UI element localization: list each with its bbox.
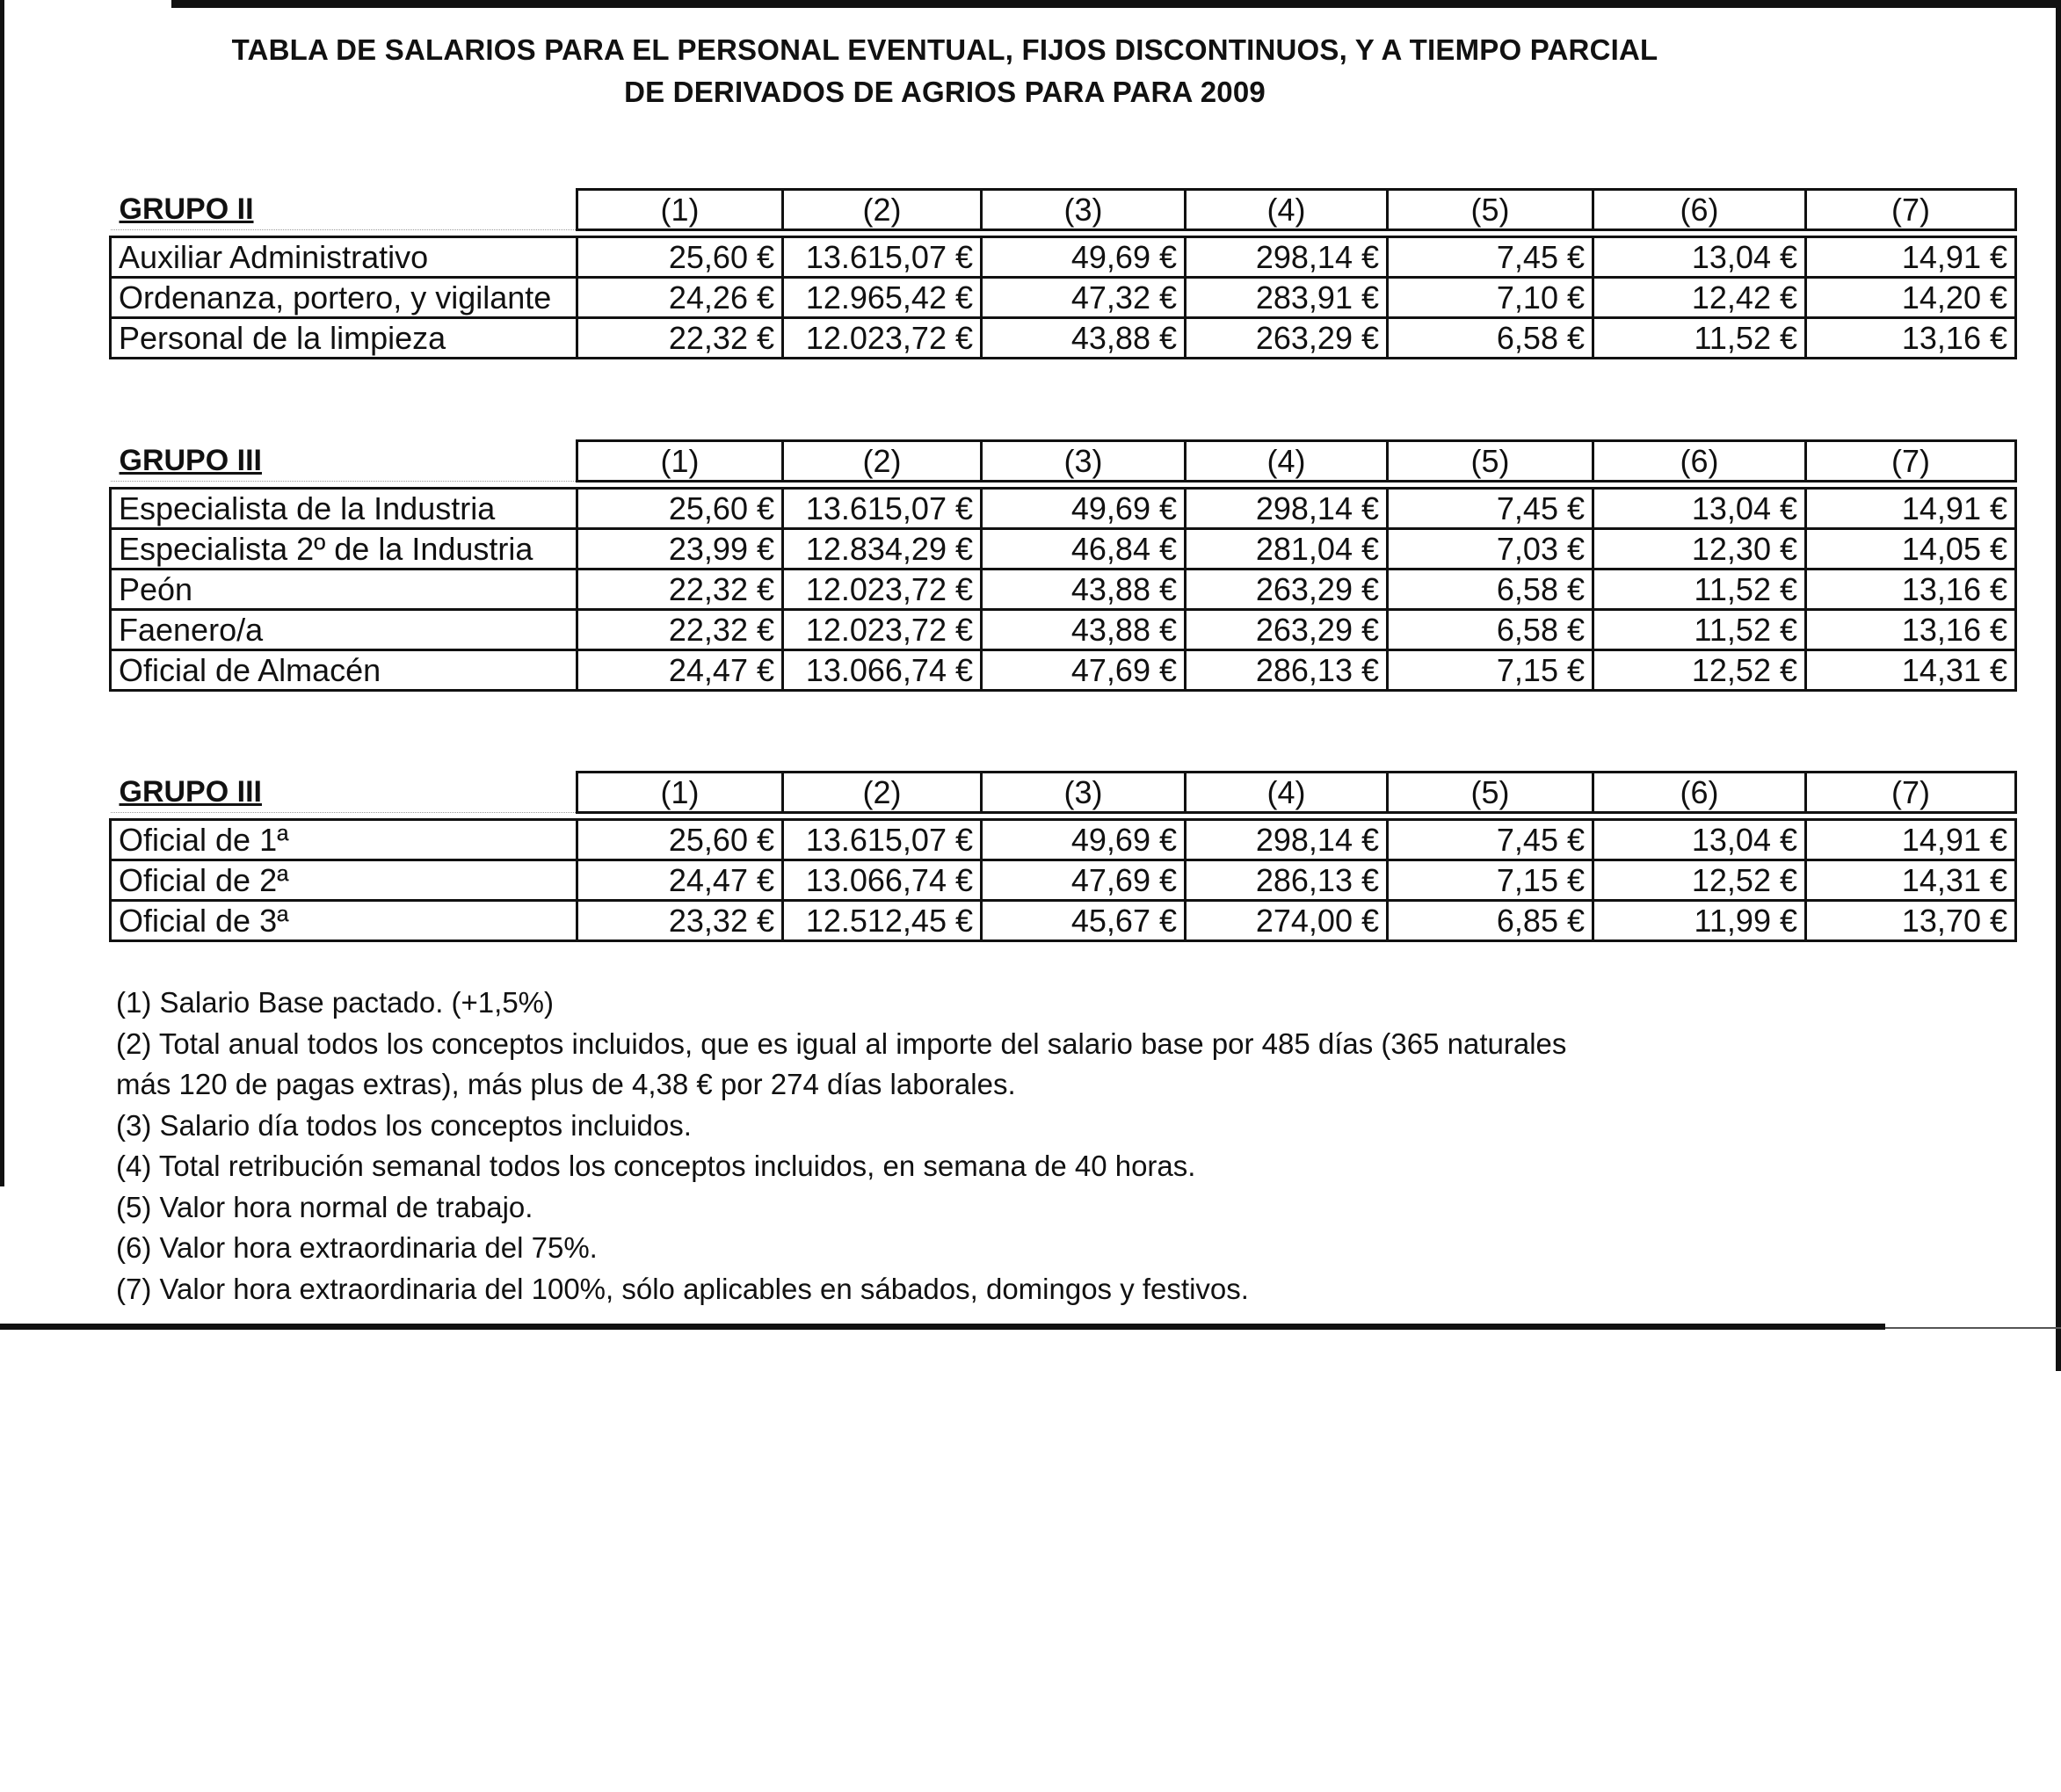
salary-value: 13.615,07 € bbox=[783, 820, 982, 860]
page-frame-top bbox=[171, 0, 2061, 8]
salary-value: 13,04 € bbox=[1593, 489, 1806, 529]
footnote-line: (7) Valor hora extraordinaria del 100%, sólo aplicables en sábados, domingos y festivos. bbox=[116, 1272, 1249, 1305]
salary-value: 13.066,74 € bbox=[783, 650, 982, 691]
salary-value: 263,29 € bbox=[1186, 318, 1388, 359]
column-header: (1) bbox=[577, 773, 783, 813]
salary-value: 47,69 € bbox=[982, 860, 1186, 901]
salary-value: 11,99 € bbox=[1593, 901, 1806, 941]
salary-value: 14,31 € bbox=[1806, 860, 2016, 901]
salary-value: 25,60 € bbox=[577, 237, 783, 278]
salary-value: 7,03 € bbox=[1388, 529, 1593, 570]
footnote-line: (2) Total anual todos los conceptos incluidos, que es igual al importe del salario base por 485 días (365 naturales bbox=[116, 1027, 1567, 1060]
salary-value: 14,31 € bbox=[1806, 650, 2016, 691]
group-name: GRUPO III bbox=[111, 773, 577, 813]
salary-value: 13,16 € bbox=[1806, 318, 2016, 359]
salary-value: 7,15 € bbox=[1388, 650, 1593, 691]
category-label: Oficial de 2ª bbox=[111, 860, 577, 901]
salary-value: 13.615,07 € bbox=[783, 237, 982, 278]
salary-value: 13,16 € bbox=[1806, 570, 2016, 610]
salary-value: 13,04 € bbox=[1593, 237, 1806, 278]
category-label: Oficial de 1ª bbox=[111, 820, 577, 860]
category-label: Especialista 2º de la Industria bbox=[111, 529, 577, 570]
salary-value: 46,84 € bbox=[982, 529, 1186, 570]
salary-value: 12,52 € bbox=[1593, 860, 1806, 901]
category-label: Auxiliar Administrativo bbox=[111, 237, 577, 278]
column-header: (5) bbox=[1388, 773, 1593, 813]
column-header: (7) bbox=[1806, 441, 2016, 482]
table-row bbox=[111, 278, 2016, 318]
salary-value: 11,52 € bbox=[1593, 318, 1806, 359]
table-row bbox=[111, 237, 2016, 278]
salary-value: 298,14 € bbox=[1186, 489, 1388, 529]
group-name: GRUPO II bbox=[111, 190, 577, 230]
salary-value: 298,14 € bbox=[1186, 820, 1388, 860]
column-header: (7) bbox=[1806, 190, 2016, 230]
column-header: (5) bbox=[1388, 190, 1593, 230]
salary-value: 12.834,29 € bbox=[783, 529, 982, 570]
salary-value: 22,32 € bbox=[577, 318, 783, 359]
footnote-line: (3) Salario día todos los conceptos incluidos. bbox=[116, 1108, 692, 1142]
category-label: Oficial de 3ª bbox=[111, 901, 577, 941]
column-header: (3) bbox=[982, 441, 1186, 482]
category-label: Faenero/a bbox=[111, 610, 577, 650]
salary-table-grupo-iii-a bbox=[109, 439, 2014, 692]
page-frame-bottom-thin bbox=[1885, 1327, 2061, 1329]
column-header: (6) bbox=[1593, 441, 1806, 482]
table-row bbox=[111, 529, 2016, 570]
salary-value: 24,47 € bbox=[577, 650, 783, 691]
category-label: Ordenanza, portero, y vigilante bbox=[111, 278, 577, 318]
salary-value: 24,26 € bbox=[577, 278, 783, 318]
salary-value: 12.023,72 € bbox=[783, 318, 982, 359]
column-header: (2) bbox=[783, 773, 982, 813]
salary-value: 45,67 € bbox=[982, 901, 1186, 941]
salary-value: 7,10 € bbox=[1388, 278, 1593, 318]
salary-value: 14,91 € bbox=[1806, 237, 2016, 278]
salary-value: 49,69 € bbox=[982, 489, 1186, 529]
salary-value: 13,16 € bbox=[1806, 610, 2016, 650]
salary-value: 43,88 € bbox=[982, 570, 1186, 610]
salary-value: 263,29 € bbox=[1186, 570, 1388, 610]
group-name: GRUPO III bbox=[111, 441, 577, 482]
salary-value: 12.023,72 € bbox=[783, 610, 982, 650]
salary-value: 13.066,74 € bbox=[783, 860, 982, 901]
salary-table bbox=[109, 439, 2017, 692]
salary-value: 7,45 € bbox=[1388, 820, 1593, 860]
salary-value: 23,32 € bbox=[577, 901, 783, 941]
salary-value: 12.512,45 € bbox=[783, 901, 982, 941]
column-header: (4) bbox=[1186, 773, 1388, 813]
column-header: (6) bbox=[1593, 773, 1806, 813]
table-row bbox=[111, 650, 2016, 691]
table-row bbox=[111, 820, 2016, 860]
salary-value: 298,14 € bbox=[1186, 237, 1388, 278]
column-header: (4) bbox=[1186, 441, 1388, 482]
salary-value: 43,88 € bbox=[982, 610, 1186, 650]
footnotes bbox=[116, 983, 1566, 1310]
salary-value: 49,69 € bbox=[982, 820, 1186, 860]
salary-value: 286,13 € bbox=[1186, 860, 1388, 901]
salary-table bbox=[109, 188, 2017, 359]
table-row bbox=[111, 860, 2016, 901]
page-frame-bottom bbox=[0, 1324, 1885, 1330]
column-header: (1) bbox=[577, 441, 783, 482]
salary-value: 281,04 € bbox=[1186, 529, 1388, 570]
salary-value: 12,30 € bbox=[1593, 529, 1806, 570]
column-header: (3) bbox=[982, 190, 1186, 230]
salary-value: 12.965,42 € bbox=[783, 278, 982, 318]
table-header-row bbox=[111, 190, 2016, 230]
salary-value: 14,91 € bbox=[1806, 820, 2016, 860]
salary-value: 12,52 € bbox=[1593, 650, 1806, 691]
table-row bbox=[111, 610, 2016, 650]
salary-value: 13,04 € bbox=[1593, 820, 1806, 860]
column-header: (6) bbox=[1593, 190, 1806, 230]
salary-table-grupo-ii bbox=[109, 188, 2014, 359]
column-header: (5) bbox=[1388, 441, 1593, 482]
salary-value: 6,58 € bbox=[1388, 570, 1593, 610]
salary-table-grupo-iii-b bbox=[109, 771, 2014, 942]
salary-value: 6,58 € bbox=[1388, 610, 1593, 650]
salary-value: 22,32 € bbox=[577, 570, 783, 610]
category-label: Oficial de Almacén bbox=[111, 650, 577, 691]
column-header: (7) bbox=[1806, 773, 2016, 813]
document-title-line1: TABLA DE SALARIOS PARA EL PERSONAL EVENTUAL, FIJOS DISCONTINUOS, Y A TIEMPO PARCIAL bbox=[231, 33, 1658, 66]
salary-value: 43,88 € bbox=[982, 318, 1186, 359]
column-header: (2) bbox=[783, 441, 982, 482]
salary-value: 47,32 € bbox=[982, 278, 1186, 318]
category-label: Peón bbox=[111, 570, 577, 610]
category-label: Personal de la limpieza bbox=[111, 318, 577, 359]
salary-value: 12,42 € bbox=[1593, 278, 1806, 318]
salary-table bbox=[109, 771, 2017, 942]
page-frame-right bbox=[2056, 0, 2061, 1371]
salary-value: 11,52 € bbox=[1593, 610, 1806, 650]
salary-value: 6,85 € bbox=[1388, 901, 1593, 941]
table-header-row bbox=[111, 773, 2016, 813]
footnote-line: (6) Valor hora extraordinaria del 75%. bbox=[116, 1231, 598, 1264]
table-row bbox=[111, 489, 2016, 529]
salary-value: 13.615,07 € bbox=[783, 489, 982, 529]
salary-value: 22,32 € bbox=[577, 610, 783, 650]
table-row bbox=[111, 901, 2016, 941]
column-header: (3) bbox=[982, 773, 1186, 813]
column-header: (1) bbox=[577, 190, 783, 230]
salary-value: 14,91 € bbox=[1806, 489, 2016, 529]
footnote-line: (5) Valor hora normal de trabajo. bbox=[116, 1190, 533, 1223]
salary-value: 7,45 € bbox=[1388, 237, 1593, 278]
table-row bbox=[111, 318, 2016, 359]
column-header: (4) bbox=[1186, 190, 1388, 230]
page-frame-left bbox=[0, 0, 4, 1186]
category-label: Especialista de la Industria bbox=[111, 489, 577, 529]
salary-value: 49,69 € bbox=[982, 237, 1186, 278]
salary-value: 263,29 € bbox=[1186, 610, 1388, 650]
table-header-row bbox=[111, 441, 2016, 482]
salary-value: 14,05 € bbox=[1806, 529, 2016, 570]
footnote-line: más 120 de pagas extras), más plus de 4,38 € por 274 días laborales. bbox=[116, 1068, 1016, 1100]
salary-value: 283,91 € bbox=[1186, 278, 1388, 318]
salary-value: 25,60 € bbox=[577, 820, 783, 860]
table-row bbox=[111, 570, 2016, 610]
salary-value: 24,47 € bbox=[577, 860, 783, 901]
document-title-line2: DE DERIVADOS DE AGRIOS PARA PARA 2009 bbox=[624, 76, 1266, 108]
salary-value: 14,20 € bbox=[1806, 278, 2016, 318]
salary-value: 7,15 € bbox=[1388, 860, 1593, 901]
salary-value: 25,60 € bbox=[577, 489, 783, 529]
salary-value: 12.023,72 € bbox=[783, 570, 982, 610]
salary-value: 47,69 € bbox=[982, 650, 1186, 691]
salary-value: 274,00 € bbox=[1186, 901, 1388, 941]
salary-value: 6,58 € bbox=[1388, 318, 1593, 359]
salary-value: 11,52 € bbox=[1593, 570, 1806, 610]
salary-value: 23,99 € bbox=[577, 529, 783, 570]
footnote-line: (4) Total retribución semanal todos los conceptos incluidos, en semana de 40 horas. bbox=[116, 1150, 1196, 1182]
footnote-line: (1) Salario Base pactado. (+1,5%) bbox=[116, 986, 555, 1019]
salary-value: 13,70 € bbox=[1806, 901, 2016, 941]
column-header: (2) bbox=[783, 190, 982, 230]
salary-value: 7,45 € bbox=[1388, 489, 1593, 529]
salary-value: 286,13 € bbox=[1186, 650, 1388, 691]
